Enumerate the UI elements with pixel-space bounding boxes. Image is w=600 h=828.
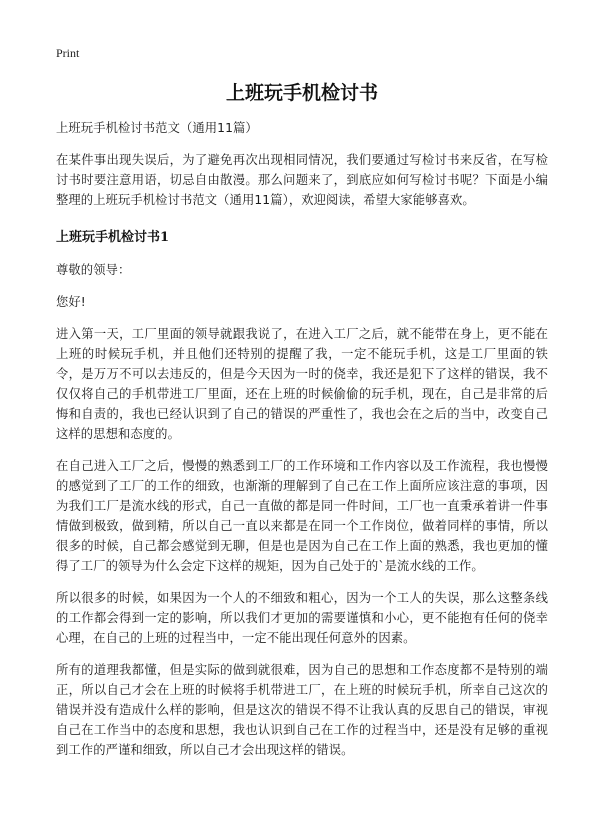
body-paragraph-3: 所以很多的时候，如果因为一个人的不细致和粗心，因为一个工人的失误，那么这整条线的工作都会得到一定的影响，所以我们才更加的需要谨慎和小心，更不能抱有任何的侥幸心理，在自己的上班的过程当中，一定不能出现任何意外的因素。 [56,591,548,645]
body-paragraph-1: 进入第一天，工厂里面的领导就跟我说了，在进入工厂之后，就不能带在身上，更不能在上班的时候玩手机，并且他们还特别的提醒了我，一定不能玩手机，这是工厂里面的铁令，是万万不可以去违反的，但是今天因为一时的侥幸，我还是犯下了这样的错误，我不仅仅将自己的手机带进工厂里面，还在上班的时候偷偷的玩手机，现在，自己是非常的后悔和自责的，我也已经认识到了自己的错误的严重性了，我也会在之后的当中，改变自己这样的思想和态度的。 [56,327,548,441]
document-title: 上班玩手机检讨书 [225,82,378,104]
salutation: 尊敬的领导： [56,263,131,277]
document-subtitle: 上班玩手机检讨书范文（通用11篇） [56,121,258,135]
body-paragraph-2: 在自己进入工厂之后，慢慢的熟悉到工厂的工作环境和工作内容以及工作流程，我也慢慢的感觉到了工厂的工作的细致，也渐渐的理解到了自己在工作上面所应该注意的事项，因为我们工厂是流水线的形式，自己一直做的都是同一件时间，工厂也一直秉承着讲一件事情做到极致，做到精，所以自己一直以来都是在同一个工作岗位，做着同样的事情，所以很多的时候，自己都会感觉到无聊，但是也是因为自己在工作上面的熟悉，我也更加的懂得了工厂的领导为什么会定下这样的规矩，因为自己处于的`是流水线的工作。 [56,459,548,573]
greeting: 您好! [56,295,86,309]
print-link[interactable]: Print [56,46,80,60]
body-paragraph-4: 所有的道理我都懂，但是实际的做到就很难，因为自己的思想和工作态度都不是特别的端正，所以自己才会在上班的时候将手机带进工厂，在上班的时候玩手机，所幸自己这次的错误并没有造成什么样的影响，但是这次的错误不得不让我认真的反思自己的错误，审视自己在工作当中的态度和思想，我也认识到自己在工作的过程当中，还是没有足够的重视到工作的严谨和细致，所以自己才会出现这样的错误。 [56,663,548,757]
section-heading: 上班玩手机检讨书1 [56,230,170,245]
document-body [56,118,548,772]
intro-paragraph: 在某件事出现失误后，为了避免再次出现相同情况，我们要通过写检讨书来反省，在写检讨书时要注意用语，切忌自由散漫。那么问题来了，到底应如何写检讨书呢？下面是小编整理的上班玩手机检讨书范文（通用11篇），欢迎阅读，希望大家能够喜欢。 [56,153,548,207]
